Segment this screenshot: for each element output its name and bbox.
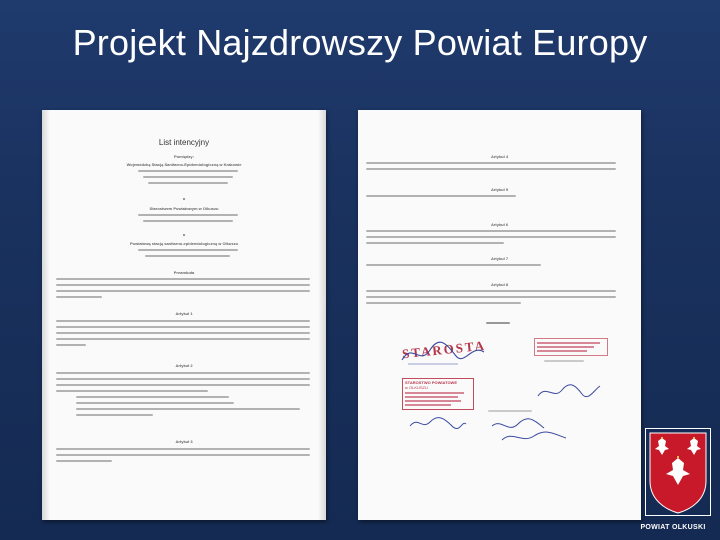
article-8-title: Artykuł 8: [490, 282, 509, 287]
footer-label: POWIAT OLKUSKI: [640, 524, 706, 531]
office-stamp: [402, 378, 474, 410]
signature-icon-3: [534, 380, 604, 404]
preamble-text: [56, 278, 310, 302]
preamble-title: Preambuła: [173, 270, 195, 275]
signature-icon-2: [408, 414, 468, 432]
starosta-stamp: STAROSTA: [401, 337, 487, 362]
party-1: Wojewódzką Stacją Sanitarno-Epidemiologiczną w Krakowie: [126, 162, 242, 167]
sanepid-stamp: [534, 338, 608, 356]
separator-2: a: [182, 232, 186, 237]
article-7-title: Artykuł 7: [490, 256, 509, 261]
article-5-text: [366, 195, 616, 201]
powiat-coat-of-arms: [645, 428, 711, 516]
party-3-address: [138, 249, 238, 261]
signature-icon: [398, 336, 488, 370]
office-stamp-title: STAROSTWO POWIATOWE: [405, 380, 457, 385]
article-1-title: Artykuł 1: [175, 311, 193, 316]
document-page-left: [42, 110, 326, 520]
party-3: Powiatową stacją sanitarno-epidemiologiczną w Olkuszu: [129, 241, 239, 246]
document-page-right: [358, 110, 641, 520]
article-1-text: [56, 320, 310, 350]
separator: a: [182, 196, 186, 201]
article-2-text: [56, 372, 310, 420]
party-1-address: [138, 170, 238, 188]
slide-title: Projekt Najzdrowszy Powiat Europy: [72, 22, 648, 63]
sanepid-sign-caption: [544, 360, 584, 366]
parties-intro: Pomiędzy:: [173, 154, 194, 159]
article-8-text: [366, 290, 616, 308]
office-stamp-city: w OLKUSZU: [405, 385, 428, 390]
article-3-text: [56, 448, 310, 466]
party-2: Starostwem Powiatowym w Olkuszu: [149, 206, 219, 211]
article-6-text: [366, 230, 616, 248]
article-6-title: Artykuł 6: [490, 222, 509, 227]
page-shadow-right: [318, 110, 326, 520]
article-7-text: [366, 264, 616, 270]
coat-of-arms-icon: [646, 429, 710, 515]
letter-heading: List intencyjny: [158, 138, 210, 147]
date-line: [486, 322, 510, 328]
article-5-title: Artykuł 5: [490, 187, 509, 192]
article-4-text: [366, 162, 616, 174]
signature-icon-4: [488, 416, 578, 446]
party-2-address: [138, 214, 238, 226]
article-3-title: Artykuł 3: [175, 439, 193, 444]
article-2-title: Artykuł 2: [175, 363, 193, 368]
article-4-title: Artykuł 4: [490, 154, 509, 159]
